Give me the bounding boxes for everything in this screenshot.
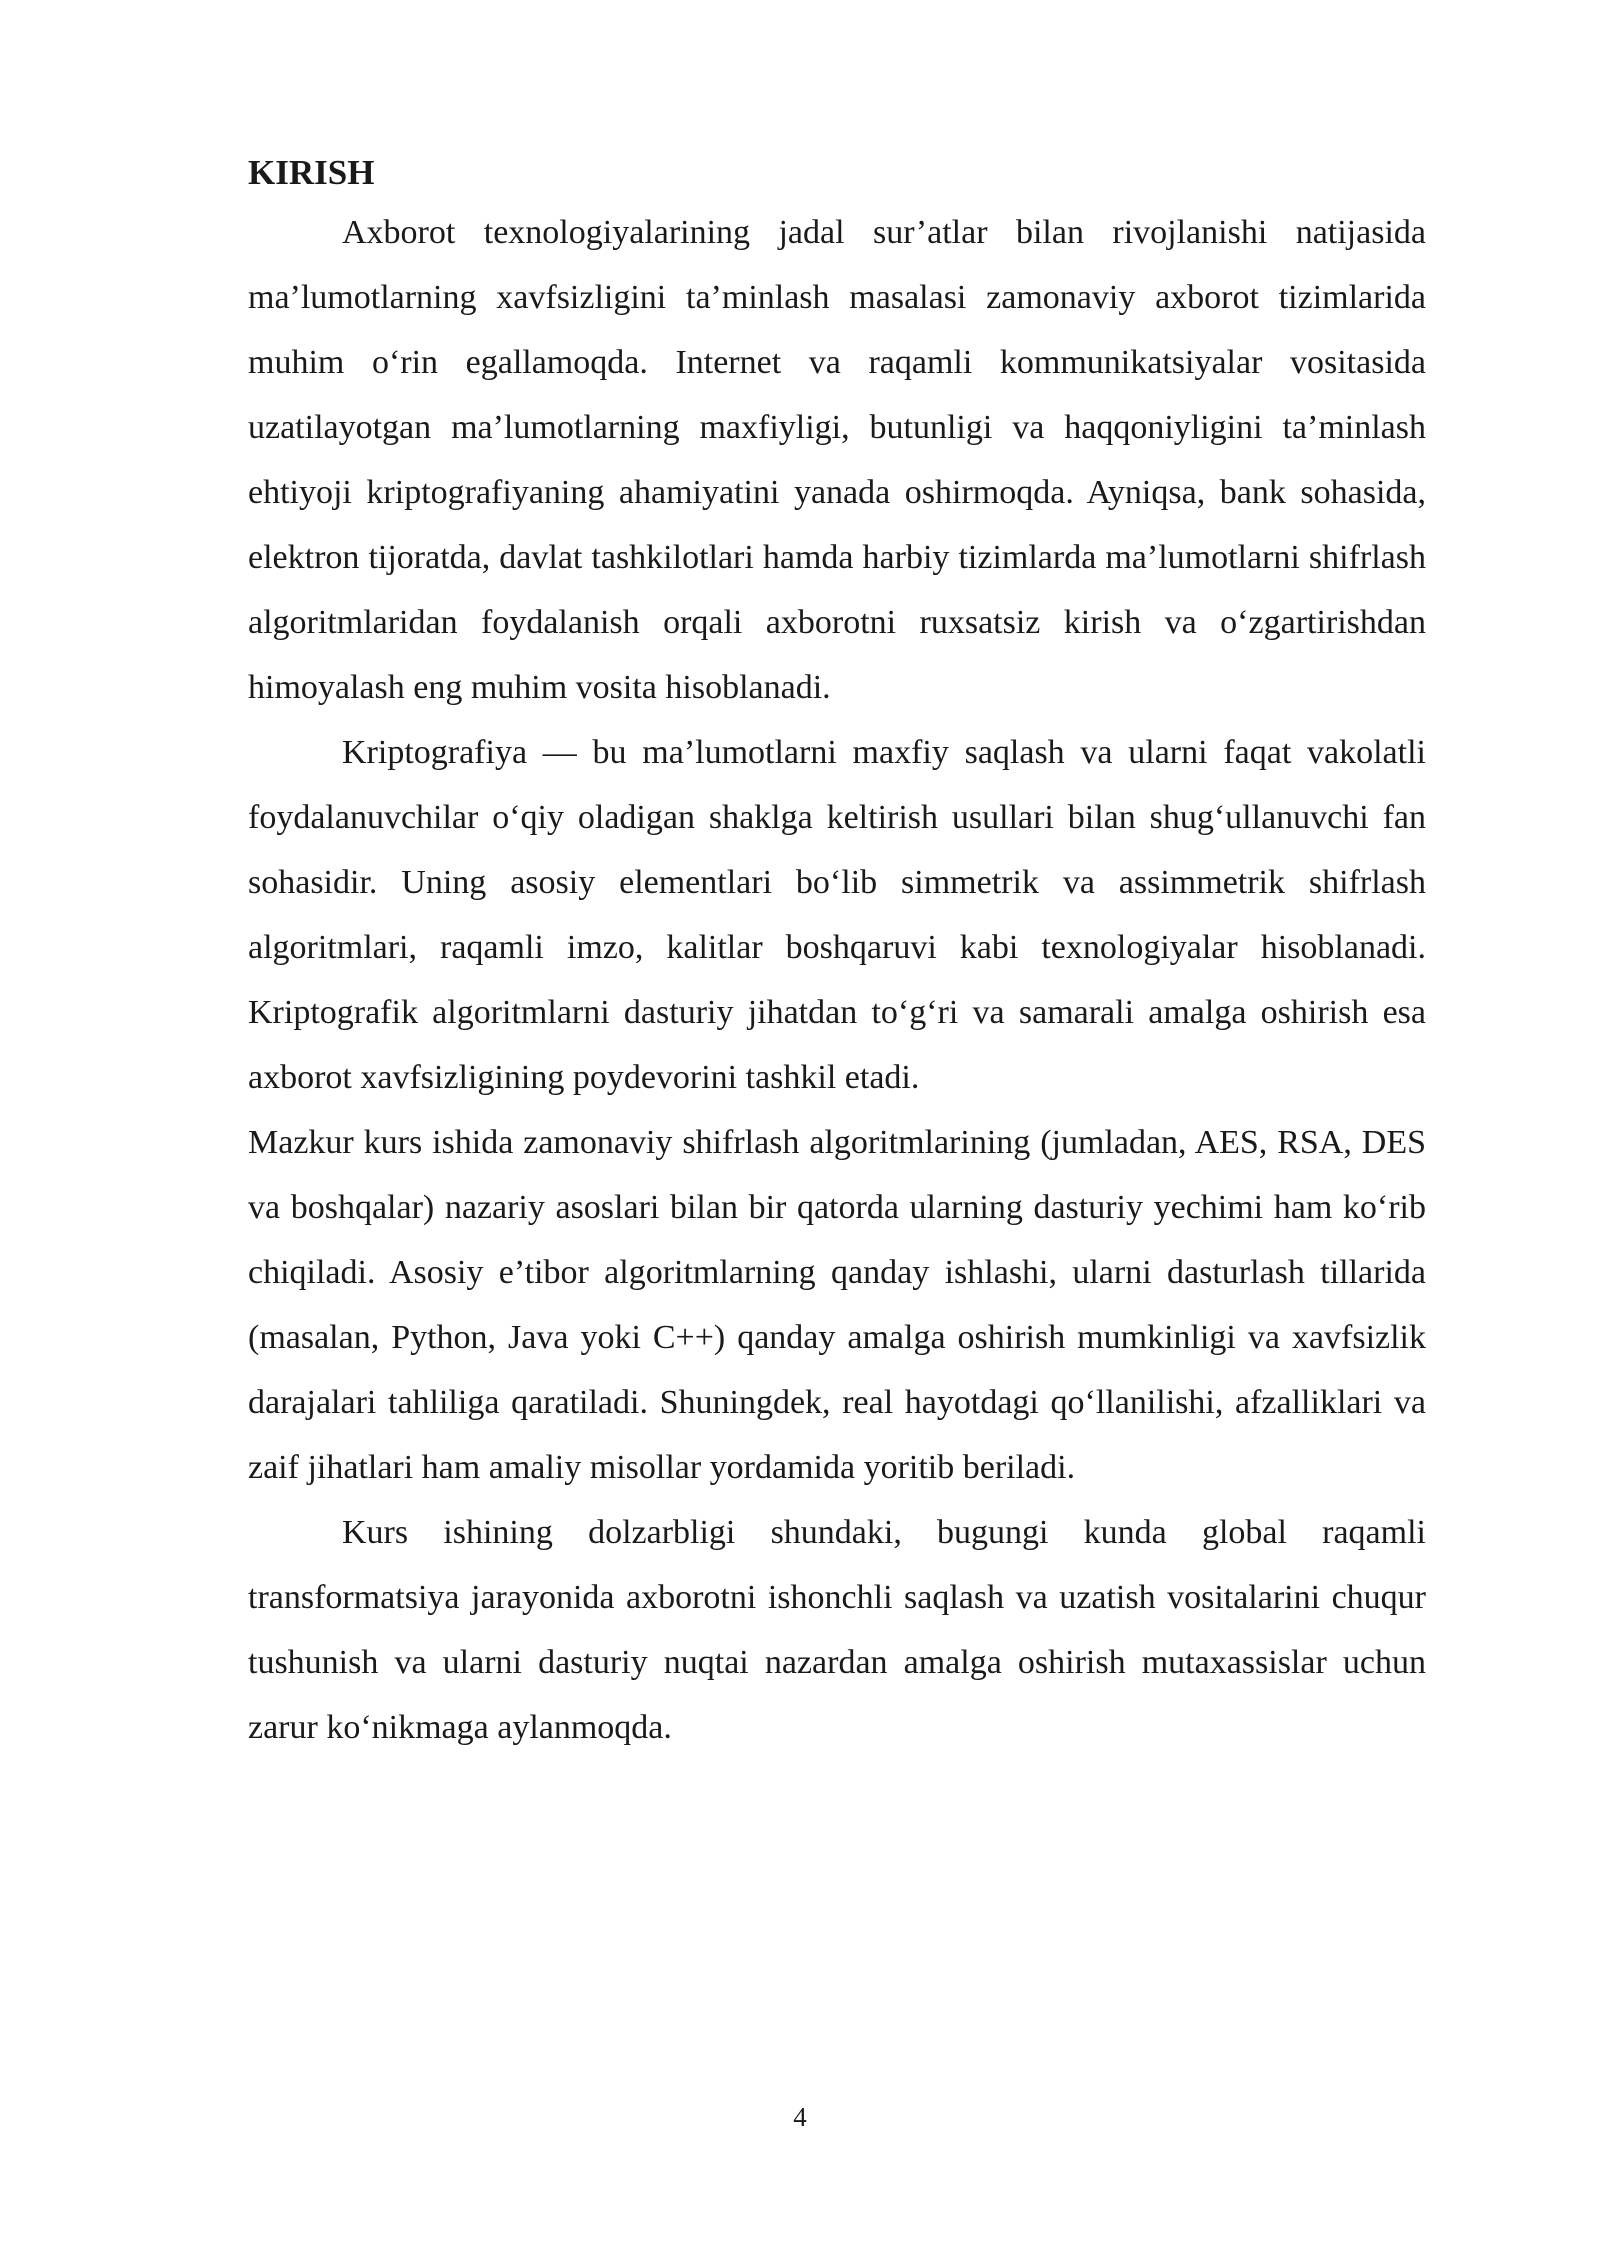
paragraph-2: Kriptografiya — bu ma’lumotlarni maxfiy saqlash va ularni faqat vakolatli foydalanuvchilar o‘qiy oladigan shaklga keltirish usullari bilan shug‘ullanuvchi fan sohasidir. Uning asosiy elementlari bo‘lib simmetrik va assimmetrik shifrlash algoritmlari, raqamli imzo, kalitlar boshqaruvi kabi texnologiyalar hisoblanadi. Kriptografik algoritmlarni dasturiy jihatdan to‘g‘ri va samarali amalga oshirish esa axborot xavfsizligining poydevorini tashkil etadi. <box>248 734 1426 1096</box>
paragraph-4: Kurs ishining dolzarbligi shundaki, bugungi kunda global raqamli transformatsiya jarayonida axborotni ishonchli saqlash va uzatish vositalarini chuqur tushunish va ularni dasturiy nuqtai nazardan amalga oshirish mutaxassislar uchun zarur ko‘nikmaga aylanmoqda. <box>248 1514 1426 1746</box>
section-heading: KIRISH <box>248 153 375 192</box>
paragraph-3: Mazkur kurs ishida zamonaviy shifrlash algoritmlarining (jumladan, AES, RSA, DES va boshqalar) nazariy asoslari bilan bir qatorda ularning dasturiy yechimi ham ko‘rib chiqiladi. Asosiy e’tibor algoritmlarning qanday ishlashi, ularni dasturlash tillarida (masalan, Python, Java yoki C++) qanday amalga oshirish mumkinligi va xavfsizlik darajalari tahliliga qaratiladi. Shuningdek, real hayotdagi qo‘llanilishi, afzalliklari va zaif jihatlari ham amaliy misollar yordamida yoritib beriladi. <box>248 1124 1426 1486</box>
page-number: 4 <box>793 2102 807 2132</box>
paragraph-1: Axborot texnologiyalarining jadal sur’atlar bilan rivojlanishi natijasida ma’lumotlarning xavfsizligini ta’minlash masalasi zamonaviy axborot tizimlarida muhim o‘rin egallamoqda. Internet va raqamli kommunikatsiyalar vositasida uzatilayotgan ma’lumotlarning maxfiyligi, butunligi va haqqoniyligini ta’minlash ehtiyoji kriptografiyaning ahamiyatini yanada oshirmoqda. Ayniqsa, bank sohasida, elektron tijoratda, davlat tashkilotlari hamda harbiy tizimlarda ma’lumotlarni shifrlash algoritmlaridan foydalanish orqali axborotni ruxsatsiz kirish va o‘zgartirishdan himoyalash eng muhim vosita hisoblanadi. <box>248 214 1426 706</box>
page-content <box>248 146 1426 1760</box>
